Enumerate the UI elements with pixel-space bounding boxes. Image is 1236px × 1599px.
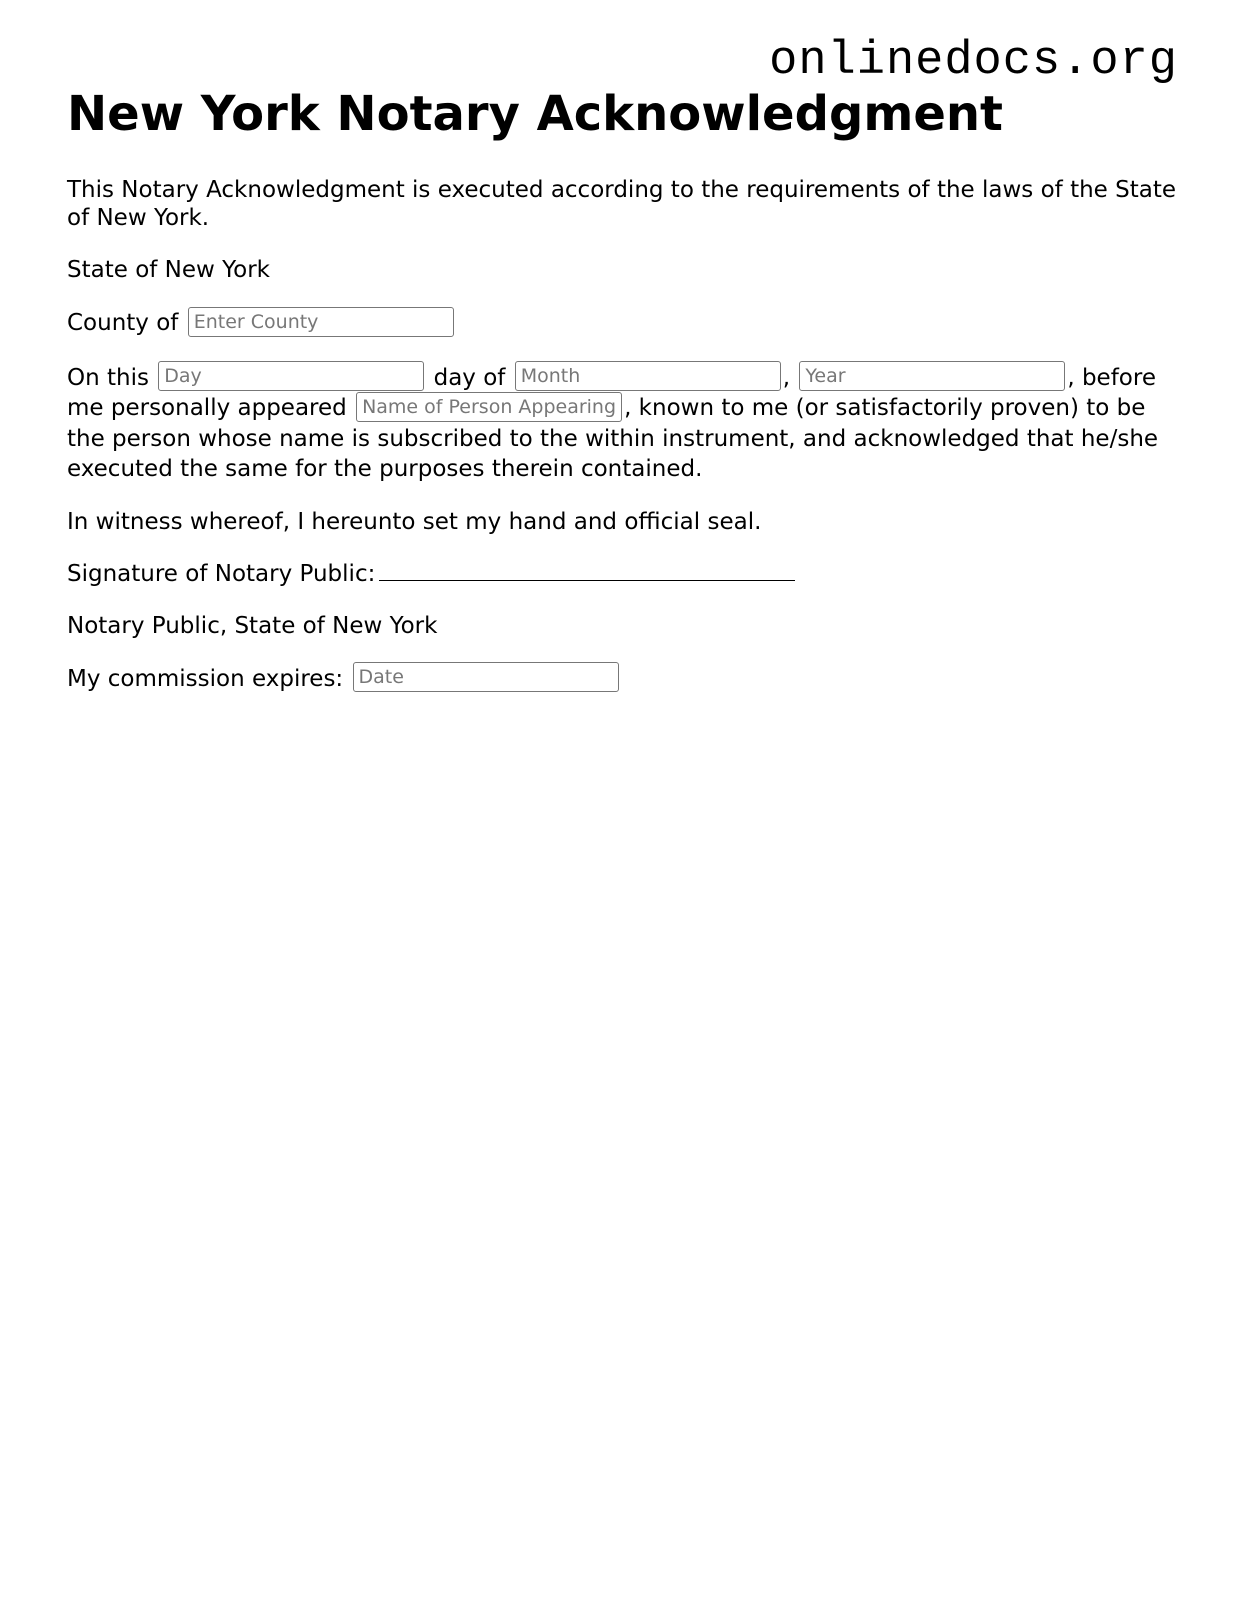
person-name-input[interactable] xyxy=(356,392,622,422)
document-body xyxy=(67,86,1177,694)
commission-date-input[interactable] xyxy=(353,662,619,692)
before-me-label: before me personally appeared xyxy=(67,364,1156,421)
commission-line xyxy=(67,664,1177,695)
notary-line: Notary Public, State of New York xyxy=(67,612,438,639)
county-input[interactable] xyxy=(188,307,454,337)
witness-paragraph: In witness whereof, I hereunto set my hand and official seal. xyxy=(67,508,762,535)
signature-line xyxy=(67,560,1177,588)
comma-separator: , xyxy=(1067,364,1075,391)
acknowledgment-paragraph xyxy=(67,363,1177,484)
on-this-label: On this xyxy=(67,364,149,391)
county-line xyxy=(67,308,1177,339)
day-input[interactable] xyxy=(158,361,424,391)
commission-label: My commission expires: xyxy=(67,665,344,692)
watermark: onlinedocs.org xyxy=(769,35,1178,88)
signature-blank xyxy=(379,560,795,581)
county-label: County of xyxy=(67,310,179,336)
signature-label: Signature of Notary Public: xyxy=(67,560,376,587)
day-of-label: day of xyxy=(433,364,506,391)
document-title: New York Notary Acknowledgment xyxy=(67,86,1003,142)
month-input[interactable] xyxy=(515,361,781,391)
year-input[interactable] xyxy=(799,361,1065,391)
comma-separator: , xyxy=(782,364,791,391)
state-line: State of New York xyxy=(67,257,270,283)
intro-paragraph: This Notary Acknowledgment is executed according to the requirements of the laws of the State of New York. xyxy=(67,177,1177,231)
acknowledgment-text: , known to me (or satisfactorily proven) to be the person whose name is subscribed to the within instrument, and acknowledged that he/she executed the same for the purposes therein contained. xyxy=(67,395,1159,482)
